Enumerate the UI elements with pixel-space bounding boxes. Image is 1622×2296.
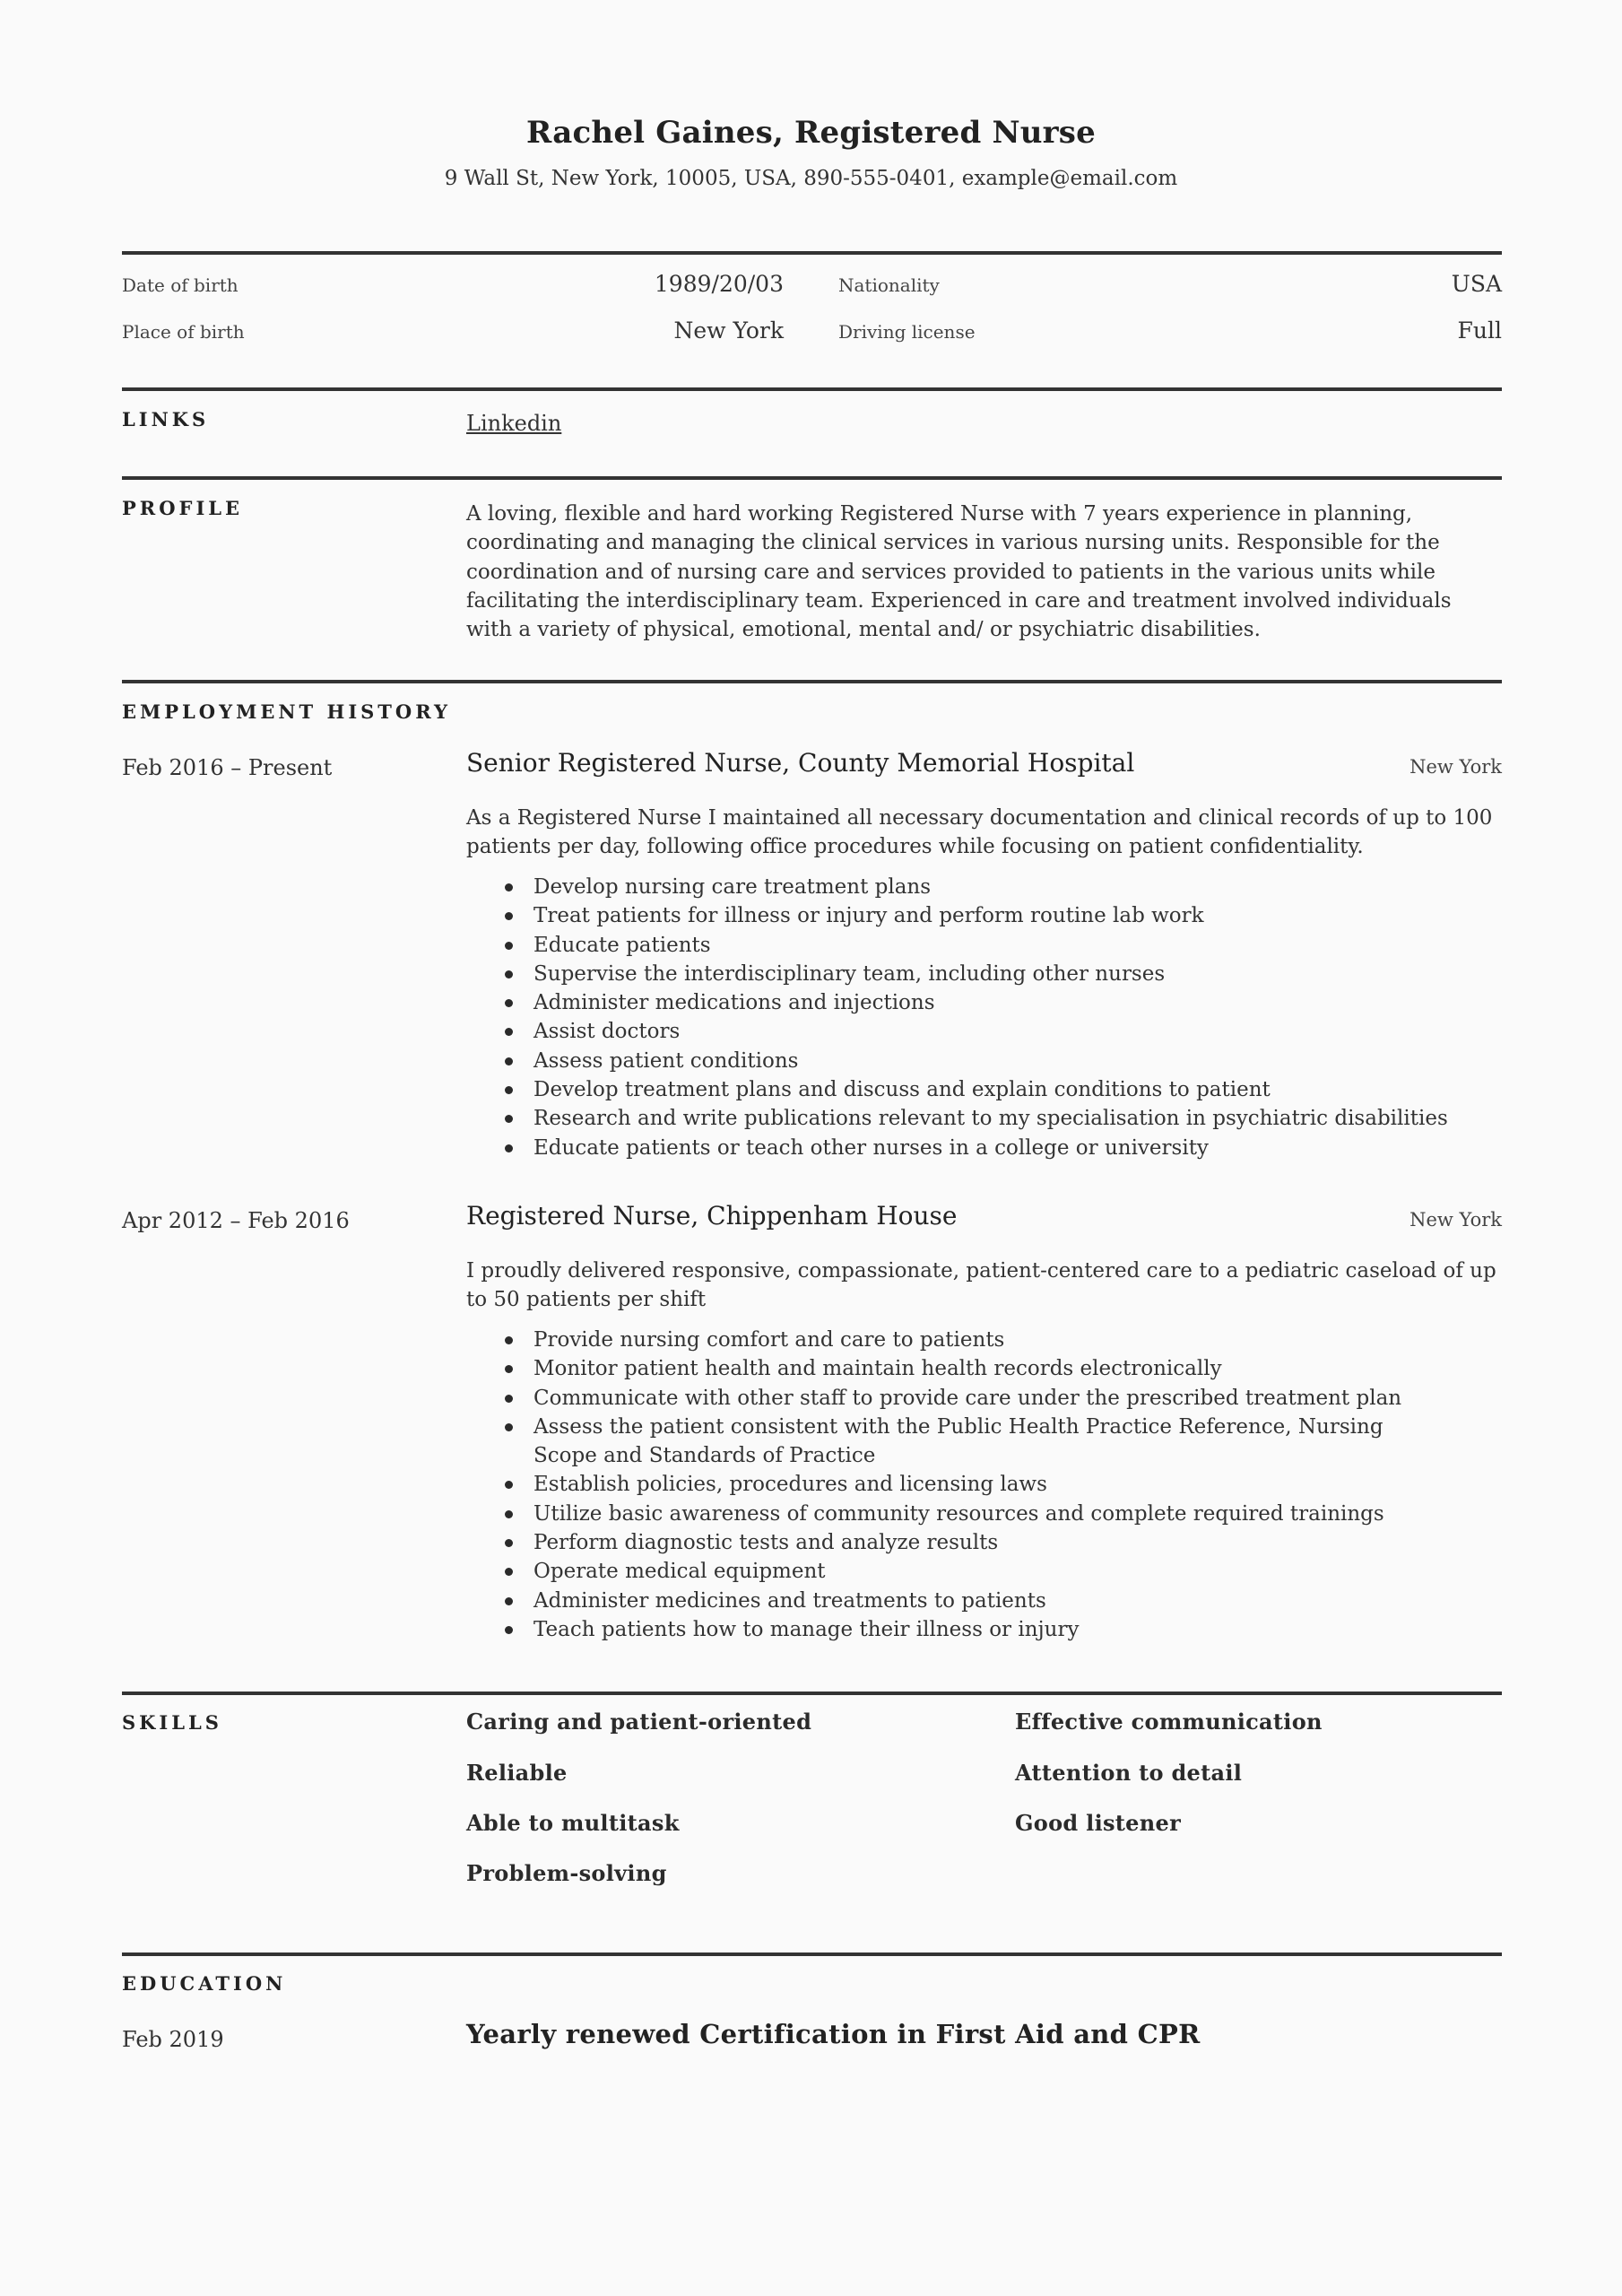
list-item: Communicate with other staff to provide care under the prescribed treatment plan <box>466 1384 1453 1413</box>
links-heading: LINKS <box>122 408 210 430</box>
list-item: Establish policies, procedures and licensing laws <box>466 1470 1453 1499</box>
license-label: Driving license <box>838 321 976 343</box>
license-value: Full <box>1457 317 1502 344</box>
list-item: Develop treatment plans and discuss and explain conditions to patient <box>466 1075 1453 1104</box>
list-item: Provide nursing comfort and care to patients <box>466 1326 1453 1354</box>
job-2-summary: I proudly delivered responsive, compassionate, patient-centered care to a pediatric caseload of up to 50 patients per shift <box>466 1259 1496 1312</box>
job-1-location: New York <box>1409 756 1502 778</box>
list-item: Educate patients or teach other nurses in a college or university <box>466 1134 1453 1162</box>
list-item: Develop nursing care treatment plans <box>466 873 1453 901</box>
list-item: Teach patients how to manage their illness or injury <box>466 1615 1453 1644</box>
education-date: Feb 2019 <box>122 2027 224 2052</box>
divider-details <box>122 251 1502 255</box>
divider-profile <box>122 476 1502 480</box>
skill-item: Reliable <box>466 1760 568 1786</box>
list-item: Assess patient conditions <box>466 1047 1453 1075</box>
divider-links <box>122 387 1502 391</box>
list-item: Administer medicines and treatments to patients <box>466 1587 1453 1615</box>
list-item: Utilize basic awareness of community resources and complete required trainings <box>466 1500 1453 1528</box>
profile-heading: PROFILE <box>122 497 244 519</box>
list-item: Assess the patient consistent with the Public Health Practice Reference, Nursing Scope and Standards of Practice <box>466 1413 1453 1471</box>
list-item: Monitor patient health and maintain health records electronically <box>466 1354 1453 1383</box>
job-1-title: Senior Registered Nurse, County Memorial Hospital <box>466 748 1135 778</box>
nationality-label: Nationality <box>838 274 940 296</box>
job-1-duties <box>466 873 1453 1162</box>
education-heading: EDUCATION <box>122 1972 287 1995</box>
job-2-location: New York <box>1409 1209 1502 1231</box>
skills-heading: SKILLS <box>122 1711 222 1734</box>
list-item: Perform diagnostic tests and analyze results <box>466 1528 1453 1557</box>
pob-value: New York <box>673 317 784 344</box>
skill-item: Caring and patient-oriented <box>466 1709 812 1735</box>
dob-label: Date of birth <box>122 274 239 296</box>
linkedin-link[interactable]: Linkedin <box>466 411 562 436</box>
list-item: Administer medications and injections <box>466 988 1453 1017</box>
job-2-duties <box>466 1326 1453 1644</box>
list-item: Operate medical equipment <box>466 1557 1453 1586</box>
skill-item: Problem-solving <box>466 1860 667 1886</box>
contact-line: 9 Wall St, New York, 10005, USA, 890-555-0401, example@email.com <box>444 167 1178 190</box>
list-item: Supervise the interdisciplinary team, including other nurses <box>466 960 1453 988</box>
list-item: Treat patients for illness or injury and perform routine lab work <box>466 901 1453 930</box>
list-item: Assist doctors <box>466 1017 1453 1046</box>
job-1-dates: Feb 2016 – Present <box>122 755 333 780</box>
resume-header <box>0 115 1622 190</box>
skill-item: Attention to detail <box>1015 1760 1243 1786</box>
divider-skills <box>122 1692 1502 1695</box>
dob-value: 1989/20/03 <box>654 271 784 297</box>
education-title: Yearly renewed Certification in First Aid and CPR <box>466 2019 1201 2049</box>
job-2-dates: Apr 2012 – Feb 2016 <box>122 1208 350 1233</box>
list-item: Educate patients <box>466 931 1453 960</box>
nationality-value: USA <box>1451 271 1502 297</box>
divider-employment <box>122 680 1502 683</box>
profile-text: A loving, flexible and hard working Registered Nurse with 7 years experience in planning, coordinating and managing the clinical services in various nursing units. Responsible for the coordination and of nursing care and services provided to patients in the various units while facilitating the interdisciplinary team. Experienced in care and treatment involved individuals with a variety of physical, emotional, mental and/ or psychiatric disabilities. <box>466 502 1452 642</box>
job-2-title: Registered Nurse, Chippenham House <box>466 1201 958 1231</box>
job-1-summary: As a Registered Nurse I maintained all necessary documentation and clinical records of up to 100 patients per day, following office procedures while focusing on patient confidentiality. <box>466 806 1493 859</box>
employment-heading: EMPLOYMENT HISTORY <box>122 700 452 723</box>
list-item: Research and write publications relevant to my specialisation in psychiatric disabilities <box>466 1104 1453 1133</box>
skill-item: Effective communication <box>1015 1709 1323 1735</box>
skill-item: Able to multitask <box>466 1810 680 1836</box>
divider-education <box>122 1952 1502 1956</box>
skill-item: Good listener <box>1015 1810 1182 1836</box>
candidate-name: Rachel Gaines, Registered Nurse <box>526 115 1096 151</box>
pob-label: Place of birth <box>122 321 245 343</box>
